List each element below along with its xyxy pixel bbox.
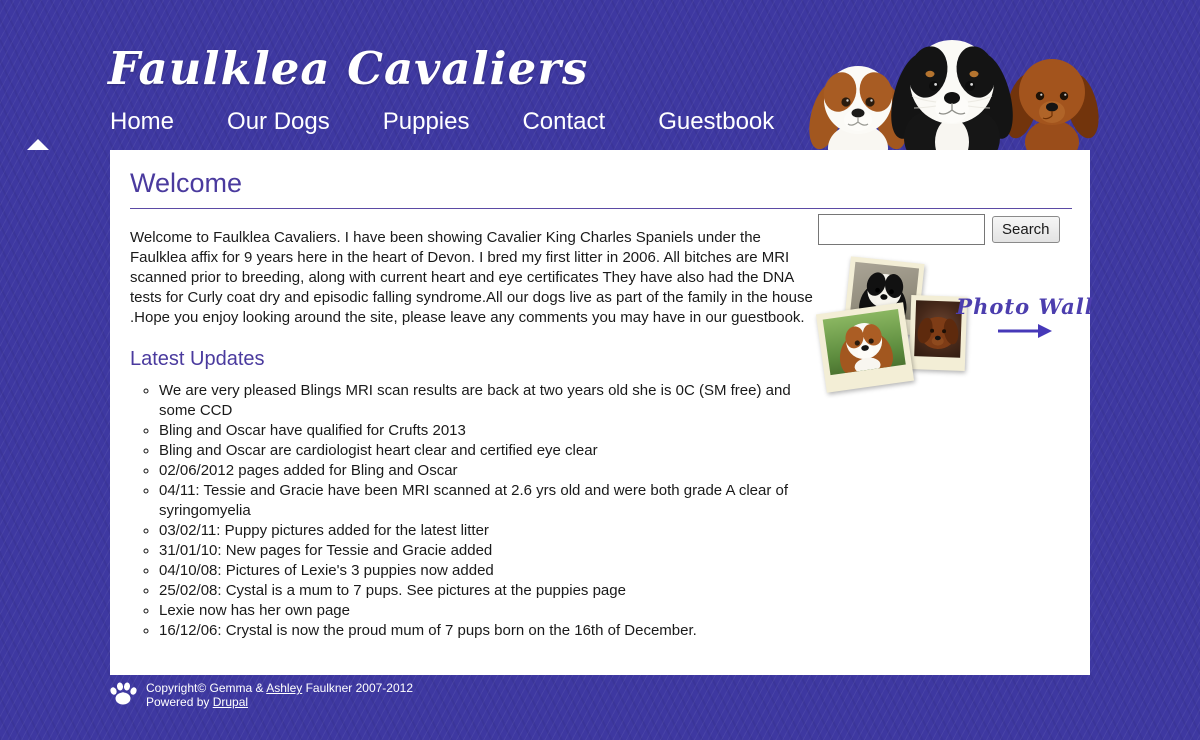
powered-prefix: Powered by bbox=[146, 695, 213, 709]
main-column bbox=[130, 220, 818, 641]
page-title: Welcome bbox=[130, 168, 243, 198]
updates-list bbox=[130, 381, 818, 641]
copyright-prefix: Copyright© Gemma & bbox=[146, 681, 267, 695]
copyright-line bbox=[146, 681, 413, 695]
update-item: ◦ Bling and Oscar are cardiologist heart clear and certified eye clear bbox=[159, 441, 818, 461]
search-row bbox=[818, 214, 1060, 245]
drupal-link[interactable]: Drupal bbox=[212, 695, 249, 709]
intro-paragraph: Welcome to Faulklea Cavaliers. I have been showing Cavalier King Charles Spaniels under the Faulklea affix for 9 years here in the heart of Devon. I bred my first litter in 2006. All bitches are MRI scanned prior to breeding, along with current heart and eye certificates They have also had the DNA tests for Curly coat dry and episodic falling syndrome.All our dogs live as part of the family in the house .Hope you enjoy looking around the site, please leave any comments you may have in our guestbook. bbox=[130, 229, 813, 326]
polaroid-blenheim-photo[interactable] bbox=[816, 302, 914, 392]
copyright-suffix: Faulkner 2007-2012 bbox=[302, 681, 413, 695]
ashley-link[interactable]: Ashley bbox=[266, 681, 303, 695]
update-item: ◦ 02/06/2012 pages added for Bling and Oscar bbox=[159, 461, 818, 481]
active-tab-marker bbox=[27, 139, 49, 150]
powered-by-line bbox=[146, 695, 413, 709]
updates-title: Latest Updates bbox=[130, 348, 265, 370]
update-item: ◦ 16/12/06: Crystal is now the proud mum of 7 pups born on the 16th of December. bbox=[159, 621, 818, 641]
photo-wall-label[interactable]: Photo Wall bbox=[956, 294, 1094, 319]
update-item: ◦ 04/11: Tessie and Gracie have been MRI scanned at 2.6 yrs old and were both grade A clear of syringomyelia bbox=[159, 481, 818, 521]
ruby-dog-image bbox=[999, 59, 1100, 150]
paw-icon bbox=[108, 679, 138, 707]
search-input[interactable] bbox=[818, 214, 985, 245]
content-panel bbox=[110, 150, 1094, 675]
update-item: ◦ We are very pleased Blings MRI scan results are back at two years old she is 0C (SM free) and some CCD bbox=[159, 381, 818, 421]
nav-item-home[interactable]: Home bbox=[110, 108, 175, 135]
main-nav bbox=[110, 108, 774, 136]
blenheim-photo-image bbox=[823, 309, 906, 375]
site-logo[interactable]: Faulklea Cavaliers bbox=[108, 42, 589, 95]
photo-wall-link[interactable] bbox=[955, 294, 1095, 344]
nav-item-puppies[interactable]: Puppies bbox=[382, 108, 470, 135]
title-divider bbox=[130, 208, 1072, 209]
update-item: ◦ 04/10/08: Pictures of Lexie's 3 puppies now added bbox=[159, 561, 818, 581]
nav-item-contact[interactable]: Contact bbox=[522, 108, 606, 135]
footer-text bbox=[146, 679, 413, 709]
nav-item-our-dogs[interactable]: Our Dogs bbox=[227, 108, 330, 135]
update-item: ◦ Bling and Oscar have qualified for Crufts 2013 bbox=[159, 421, 818, 441]
update-item: ◦ 03/02/11: Puppy pictures added for the latest litter bbox=[159, 521, 818, 541]
update-item: ◦ 25/02/08: Cystal is a mum to 7 pups. See pictures at the puppies page bbox=[159, 581, 818, 601]
update-item: ◦ 31/01/10: New pages for Tessie and Gracie added bbox=[159, 541, 818, 561]
nav-item-guestbook[interactable]: Guestbook bbox=[658, 108, 775, 135]
search-button[interactable]: Search bbox=[992, 216, 1060, 243]
update-item: ◦ Lexie now has her own page bbox=[159, 601, 818, 621]
header-dogs-image bbox=[800, 30, 1100, 150]
footer bbox=[108, 679, 413, 709]
photo-wall-arrow-icon[interactable] bbox=[996, 323, 1054, 339]
tricolour-dog-image bbox=[883, 40, 1021, 150]
